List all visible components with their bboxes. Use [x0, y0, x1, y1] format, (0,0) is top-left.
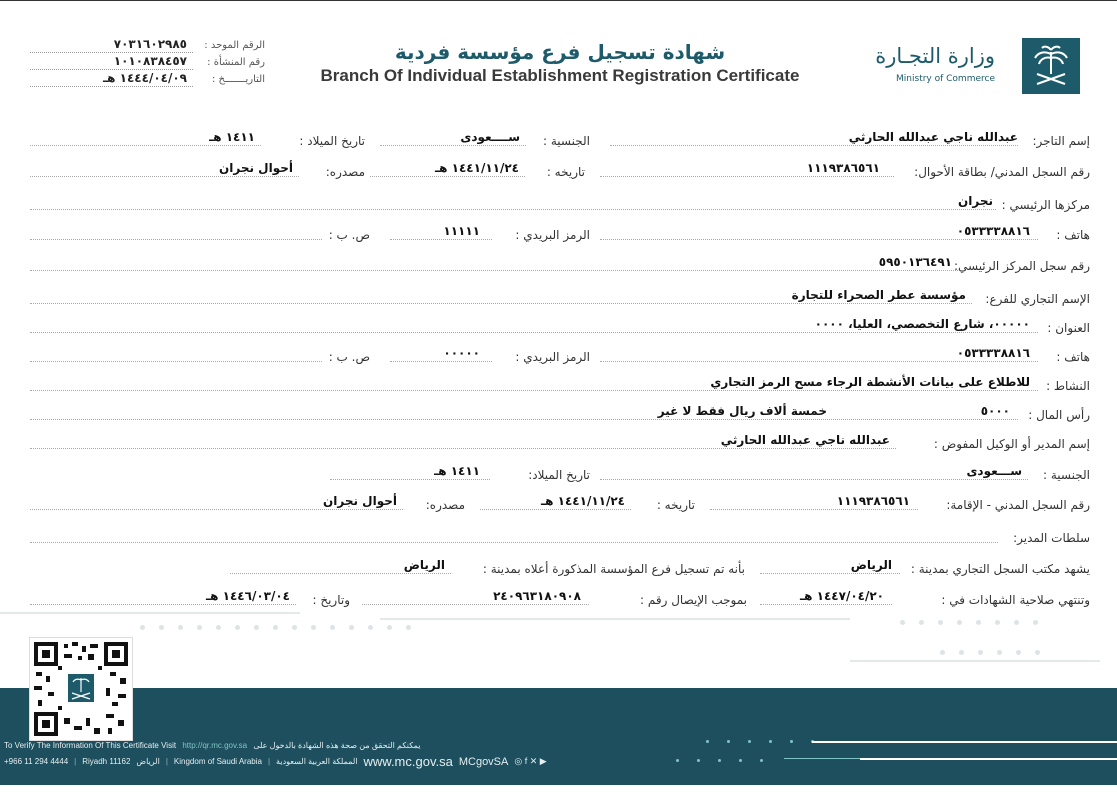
po-box-label: ص. ب : — [328, 228, 370, 242]
dotted-line — [370, 176, 525, 177]
manager-field — [30, 433, 1090, 453]
activity-label: النشاط : — [1046, 379, 1090, 393]
dotted-line — [600, 239, 1038, 240]
dotted-line — [30, 86, 193, 87]
id-source-field — [30, 161, 365, 181]
decorative-dots — [900, 620, 1038, 625]
dotted-line — [760, 604, 892, 605]
expiry-field — [760, 589, 1090, 609]
separator: | — [74, 757, 77, 766]
receipt-date-value: ١٤٤٦/٠٣/٠٤ هـ — [206, 589, 290, 603]
mgr-id-value: ١١١٩٣٨٦٥٦١ — [836, 494, 910, 508]
receipt-date-label: وتاريخ : — [312, 593, 350, 607]
phone-value: ٠٥٣٣٣٣٨٨١٦ — [956, 224, 1030, 238]
social-handle[interactable]: MCgovSA — [458, 755, 509, 768]
phone-label: هاتف : — [1056, 228, 1090, 242]
dotted-line — [30, 303, 972, 304]
establishment-number-label: رقم المنشأة : — [207, 57, 265, 68]
branch-city-value: الرياض — [403, 558, 445, 572]
riyadh-en: Riyadh 11162 — [82, 757, 131, 766]
unified-number-label: الرقم الموحد : — [204, 40, 265, 51]
kingdom-ar: المملكة العربية السعودية — [276, 757, 358, 766]
birth-date-field — [30, 130, 365, 150]
postal-code-label: الرمز البريدي : — [515, 228, 590, 242]
receipt-value: ٢٤٠٩٦٣١٨٠٩٠٨ — [493, 589, 581, 603]
mgr-birth-date-label: تاريخ الميلاد: — [528, 468, 590, 482]
address-label: العنوان : — [1047, 321, 1090, 335]
dotted-line — [390, 239, 492, 240]
address-field — [30, 317, 1090, 337]
capital-value: ٥٠٠٠ — [980, 404, 1010, 418]
dotted-line — [30, 604, 296, 605]
dotted-line — [30, 239, 322, 240]
office-city-field — [760, 558, 1090, 578]
qr-icon — [34, 642, 128, 736]
activity-value: للاطلاع على بيانات الأنشطة الرجاء مسح الرمز التجاري — [710, 375, 1030, 389]
mgr-id-source-field — [30, 494, 465, 514]
mgr-id-field — [710, 494, 1090, 514]
manager-label: إسم المدير أو الوكيل المفوض : — [933, 437, 1090, 451]
riyadh-ar: الرياض — [136, 757, 160, 766]
date-label: التاريـــــــخ : — [211, 74, 265, 85]
merchant-name-label: إسم التاجر: — [1032, 134, 1090, 148]
birth-date-label: تاريخ الميلاد : — [299, 134, 365, 148]
mgr-nationality-label: الجنسية : — [1043, 468, 1090, 482]
verify-text-en: To Verify The Information Of This Certificate Visit — [4, 741, 177, 750]
activity-field — [30, 375, 1090, 395]
dotted-line — [30, 270, 958, 271]
id-date-label: تاريخه : — [546, 165, 585, 179]
dotted-line — [600, 176, 894, 177]
separator: | — [267, 757, 271, 766]
ministry-name-en: Ministry of Commerce — [896, 74, 995, 84]
postal-code2-field — [390, 346, 590, 366]
dotted-line — [610, 145, 1018, 146]
manager-value: عبدالله ناجي عبدالله الحارثي — [720, 433, 890, 447]
decorative-dots — [940, 650, 1040, 655]
branch-name-label: الإسم التجاري للفرع: — [985, 292, 1090, 306]
mgr-id-date-label: تاريخه : — [656, 498, 695, 512]
ministry-logo — [1022, 38, 1080, 94]
expiry-label: وتنتهي صلاحية الشهادات في : — [941, 593, 1090, 607]
dotted-line — [30, 176, 299, 177]
phone2-value: ٠٥٣٣٣٣٨٨١٦ — [956, 346, 1030, 360]
hq-value: نجران — [958, 194, 993, 208]
office-city-label: يشهد مكتب السجل التجاري بمدينة : — [910, 562, 1090, 576]
footer-dots — [676, 759, 763, 762]
phone2-label: هاتف : — [1056, 350, 1090, 364]
nationality-field — [380, 130, 590, 150]
capital-field — [30, 404, 1090, 424]
dotted-line — [30, 209, 996, 210]
decorative-line — [380, 618, 850, 620]
mgr-birth-date-field — [330, 464, 590, 484]
merchant-name-field — [610, 130, 1090, 150]
branch-city-label: بأنه تم تسجيل فرع المؤسسة المذكورة أعلاه بمدينة : — [482, 562, 745, 576]
footer-line — [860, 758, 1117, 760]
receipt-label: بموجب الإيصال رقم : — [640, 593, 747, 607]
dotted-line — [30, 332, 1038, 333]
dotted-line — [362, 604, 589, 605]
dotted-line — [30, 145, 261, 146]
dotted-line — [330, 479, 490, 480]
receipt-field — [362, 589, 747, 609]
hq-label: مركزها الرئيسي : — [1001, 198, 1090, 212]
hq-reg-value: ٥٩٥٠١٣٦٤٩١ — [878, 255, 952, 269]
decorative-line — [850, 660, 1100, 662]
expiry-value: ١٤٤٧/٠٤/٢٠ هـ — [800, 589, 884, 603]
branch-city-field — [230, 558, 745, 578]
receipt-date-field — [30, 589, 350, 609]
verify-text-ar: يمكنكم التحقق من صحة هذه الشهادة بالدخول على — [253, 741, 421, 750]
dotted-line — [600, 361, 1038, 362]
qr-code[interactable] — [30, 638, 132, 740]
ministry-name-ar: وزارة التجـارة — [875, 44, 995, 68]
kingdom-en: Kingdom of Saudi Arabia — [173, 757, 262, 766]
id-number-label: رقم السجل المدني/ بطاقة الأحوال: — [914, 165, 1090, 179]
palm-swords-icon — [1031, 44, 1071, 88]
verify-row — [4, 741, 420, 750]
po-box2-field — [30, 346, 370, 366]
top-border — [0, 0, 1117, 1]
website[interactable]: www.mc.gov.sa — [363, 754, 453, 769]
mgr-id-date-field — [480, 494, 695, 514]
office-city-value: الرياض — [850, 558, 892, 572]
dotted-line — [390, 361, 492, 362]
certificate-title-en: Branch Of Individual Establishment Registration Certificate — [320, 66, 800, 85]
unified-number-value: ٧٠٣١٦٠٢٩٨٥ — [113, 37, 187, 51]
separator: | — [165, 757, 168, 766]
mgr-birth-date-value: ١٤١١ هـ — [434, 464, 480, 478]
social-icons[interactable]: ◎ f ✕ ▶ — [514, 756, 547, 766]
dotted-line — [760, 573, 900, 574]
mgr-nationality-value: ســـعودى — [966, 464, 1022, 478]
branch-name-field — [30, 288, 1090, 308]
dotted-line — [710, 509, 918, 510]
dotted-line — [30, 361, 322, 362]
decorative-line — [0, 612, 300, 614]
id-date-value: ١٤٤١/١١/٢٤ هـ — [435, 161, 519, 175]
hq-reg-label: رقم سجل المركز الرئيسي: — [953, 259, 1090, 273]
branch-name-value: مؤسسة عطر الصحراء للتجارة — [791, 288, 966, 302]
hq-field — [30, 194, 1090, 214]
capital-words-value: خمسة ألاف ريال فقط لا غير — [657, 404, 827, 418]
postal-code-value: ١١١١١ — [443, 224, 480, 238]
mgr-nationality-field — [600, 464, 1090, 484]
birth-date-value: ١٤١١ هـ — [209, 130, 255, 144]
dotted-line — [30, 69, 193, 70]
dotted-line — [30, 390, 1038, 391]
postal-code-field — [390, 224, 590, 244]
dotted-line — [30, 542, 998, 543]
certificate-title-ar: شهادة تسجيل فرع مؤسسة فردية — [394, 40, 726, 64]
dotted-line — [30, 419, 1018, 420]
dotted-line — [30, 509, 403, 510]
footer — [0, 688, 1117, 785]
contact-row — [4, 754, 547, 769]
id-number-value: ١١١٩٣٨٦٥٦١ — [806, 161, 880, 175]
footer-dots — [706, 740, 814, 743]
dotted-line — [30, 448, 896, 449]
mgr-powers-field — [30, 527, 1090, 547]
postal-code2-label: الرمز البريدي : — [515, 350, 590, 364]
dotted-line — [380, 145, 526, 146]
nationality-label: الجنسية : — [543, 134, 590, 148]
verify-link[interactable]: http://qr.mc.gov.sa — [182, 741, 248, 750]
dotted-line — [480, 509, 631, 510]
footer-line — [812, 741, 1117, 743]
dotted-line — [30, 52, 193, 53]
dotted-line — [230, 573, 451, 574]
date-value: ١٤٤٤/٠٤/٠٩ هـ — [103, 71, 187, 85]
mgr-id-source-value: أحوال نجران — [323, 494, 397, 508]
id-date-field — [370, 161, 585, 181]
phone2-field — [600, 346, 1090, 366]
id-source-value: أحوال نجران — [219, 161, 293, 175]
establishment-number-value: ١٠١٠٨٣٨٤٥٧ — [113, 54, 187, 68]
po-box2-label: ص. ب : — [328, 350, 370, 364]
merchant-name-value: عبدالله ناجي عبدالله الحارثي — [848, 130, 1018, 144]
date-row — [30, 71, 265, 90]
dotted-line — [600, 479, 1028, 480]
mgr-powers-label: سلطات المدير: — [1013, 531, 1090, 545]
hq-reg-field — [30, 255, 1090, 275]
phone-number: +966 11 294 4444 — [4, 757, 69, 766]
mgr-id-label: رقم السجل المدني - الإقامة: — [946, 498, 1090, 512]
mgr-id-source-label: مصدره: — [425, 498, 465, 512]
address-value: ٠٠٠٠٠، شارع التخصصي، العليا، ٠٠٠٠ — [814, 317, 1030, 331]
postal-code2-value: ٠٠٠٠٠ — [443, 346, 480, 360]
mgr-id-date-value: ١٤٤١/١١/٢٤ هـ — [541, 494, 625, 508]
id-number-field — [600, 161, 1090, 181]
po-box-field — [30, 224, 370, 244]
id-source-label: مصدره: — [325, 165, 365, 179]
phone-field — [600, 224, 1090, 244]
capital-label: رأس المال : — [1028, 408, 1090, 422]
nationality-value: ســــعودى — [460, 130, 520, 144]
decorative-dots — [140, 625, 411, 630]
